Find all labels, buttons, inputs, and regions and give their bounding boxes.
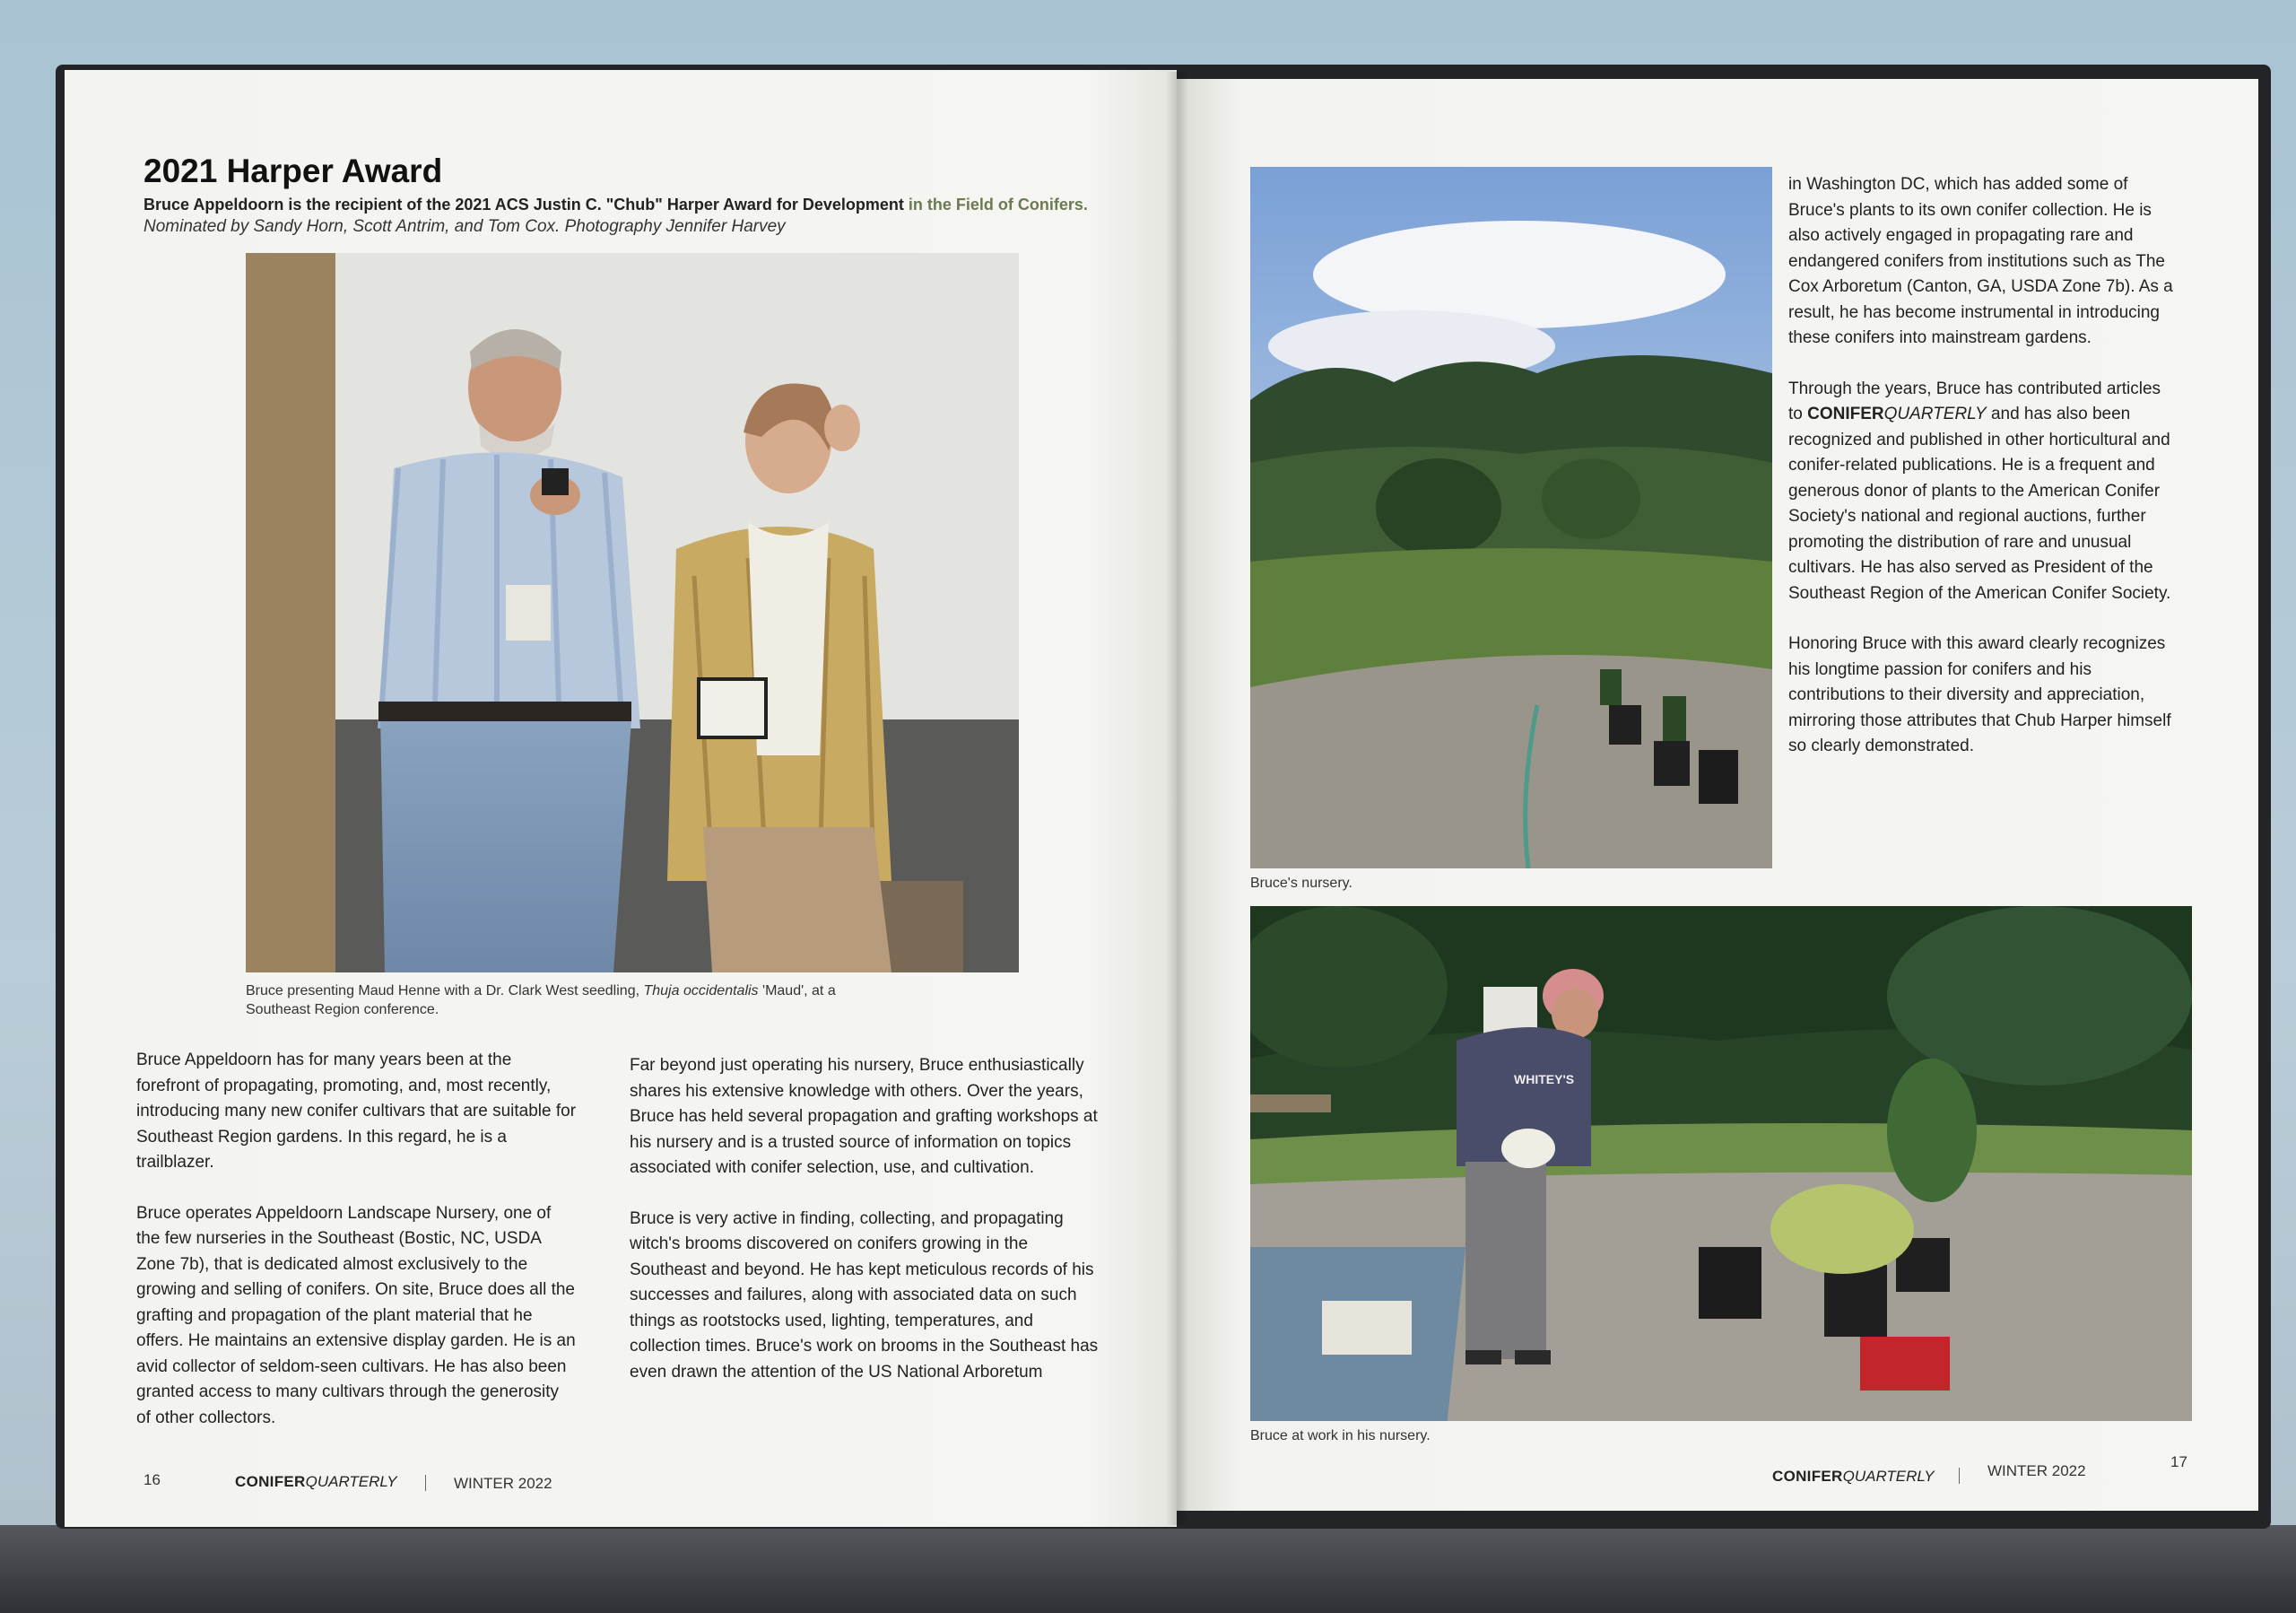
right-column bbox=[1788, 172, 2179, 785]
left-footer-brand bbox=[235, 1473, 397, 1491]
p2-after: and has also been recognized and published in other horticultural and conifer-related publications. He is a frequent and generous donor of plants to the American Conifer Society's national and regional auctions, further promoting the distribution of rare and unusual cultivars. He has also served as President of the Southeast Region of the American Conifer Society. bbox=[1788, 405, 2171, 603]
nursery-photo bbox=[1250, 167, 1772, 868]
right-footer-brand bbox=[1772, 1468, 1935, 1486]
left-column-2 bbox=[630, 1053, 1103, 1410]
left-brand-italic: QUARTERLY bbox=[305, 1473, 397, 1490]
p2-before: Through the years, Bruce has contributed articles to bbox=[1788, 379, 2161, 423]
caption-species: Thuja occidentalis bbox=[643, 983, 759, 998]
right-col-paragraph-2 bbox=[1788, 377, 2179, 607]
left-col1-paragraph-1: Bruce Appeldoorn has for many years been at the forefront of propagating, promoting, and, most recently, introducing many new conifer cultivars that are suitable for Southeast Region gardens. In this regard, he is a trailblazer. bbox=[136, 1051, 577, 1172]
right-col-paragraph-1: in Washington DC, which has added some of Bruce's plants to its own conifer collection. He is also actively engaged in propagating rare and endangered conifers from institutions such as The Cox Arboretum (Canton, GA, USDA Zone 7b). As a result, he has become instrumental in introducing these conifers into mainstream gardens. bbox=[1788, 175, 2173, 347]
right-page-number: 17 bbox=[2170, 1453, 2187, 1470]
caption-line2: Southeast Region conference. bbox=[246, 1002, 439, 1017]
p2-brand-bold: CONIFER bbox=[1807, 405, 1884, 423]
deck-end: in the Field of Conifers. bbox=[903, 196, 1088, 214]
right-col-paragraph-3: Honoring Bruce with this award clearly recognizes his longtime passion for conifers and his contributions to their diversity and appreciation, mirroring those attributes that Chub Harper himself so clearly demonstrated. bbox=[1788, 634, 2171, 755]
lap-background bbox=[0, 1525, 2296, 1613]
award-presentation-photo bbox=[246, 253, 1019, 972]
article-deck bbox=[144, 196, 1088, 214]
left-col2-paragraph-1: Far beyond just operating his nursery, Bruce enthusiastically shares his extensive knowledge with others. Over the years, Bruce has held several propagation and grafting workshops at his nursery and is a trusted source of information on topics associated with conifer selection, use, and cultivation. bbox=[630, 1056, 1098, 1177]
article-credits: Nominated by Sandy Horn, Scott Antrim, and Tom Cox. Photography Jennifer Harvey bbox=[144, 217, 786, 236]
deck-main: Bruce Appeldoorn is the recipient of the 2021 ACS Justin C. "Chub" Harper Award for Development bbox=[144, 196, 904, 214]
left-col1-paragraph-2: Bruce operates Appeldoorn Landscape Nursery, one of the few nurseries in the Southeast (Bostic, NC, USDA Zone 7b), that is dedicated almost exclusively to the growing and selling of conifers. On site, Bruce does all the grafting and propagation of the plant material that he offers. He maintains an extensive display garden. He is an avid collector of seldom-seen cultivars. He has also been granted access to many cultivars through the generosity of other collectors. bbox=[136, 1203, 576, 1427]
left-column-1 bbox=[136, 1048, 578, 1456]
caption-before: Bruce presenting Maud Henne with a Dr. Clark West seedling, bbox=[246, 983, 644, 998]
right-footer-divider bbox=[1959, 1468, 1960, 1484]
left-footer-issue: WINTER 2022 bbox=[454, 1475, 552, 1492]
right-footer-issue: WINTER 2022 bbox=[1987, 1462, 2086, 1479]
right-brand-bold: CONIFER bbox=[1772, 1468, 1843, 1485]
work-photo-caption: Bruce at work in his nursery. bbox=[1250, 1428, 1431, 1443]
right-brand-italic: QUARTERLY bbox=[1842, 1468, 1935, 1485]
left-brand-bold: CONIFER bbox=[235, 1473, 306, 1490]
article-title: 2021 Harper Award bbox=[144, 153, 443, 189]
award-photo-caption bbox=[246, 981, 1019, 1019]
left-footer-divider bbox=[425, 1475, 426, 1491]
caption-after: 'Maud', at a bbox=[758, 983, 836, 998]
magazine-gutter bbox=[1166, 72, 1189, 1525]
left-page-number: 16 bbox=[144, 1471, 161, 1488]
nursery-photo-caption: Bruce's nursery. bbox=[1250, 876, 1352, 891]
bruce-at-work-photo bbox=[1250, 906, 2192, 1421]
shirt-text: WHITEY'S bbox=[1514, 1072, 1575, 1086]
left-col2-paragraph-2: Bruce is very active in finding, collecting, and propagating witch's brooms discovered on conifers growing in the Southeast and beyond. He has kept meticulous records of his successes and failures, along with associated data on such things as rootstocks used, lighting, temperatures, and collection times. Bruce's work on brooms in the Southeast has even drawn the attention of the US National Arboretum bbox=[630, 1208, 1099, 1382]
p2-brand-italic: QUARTERLY bbox=[1883, 405, 1987, 423]
